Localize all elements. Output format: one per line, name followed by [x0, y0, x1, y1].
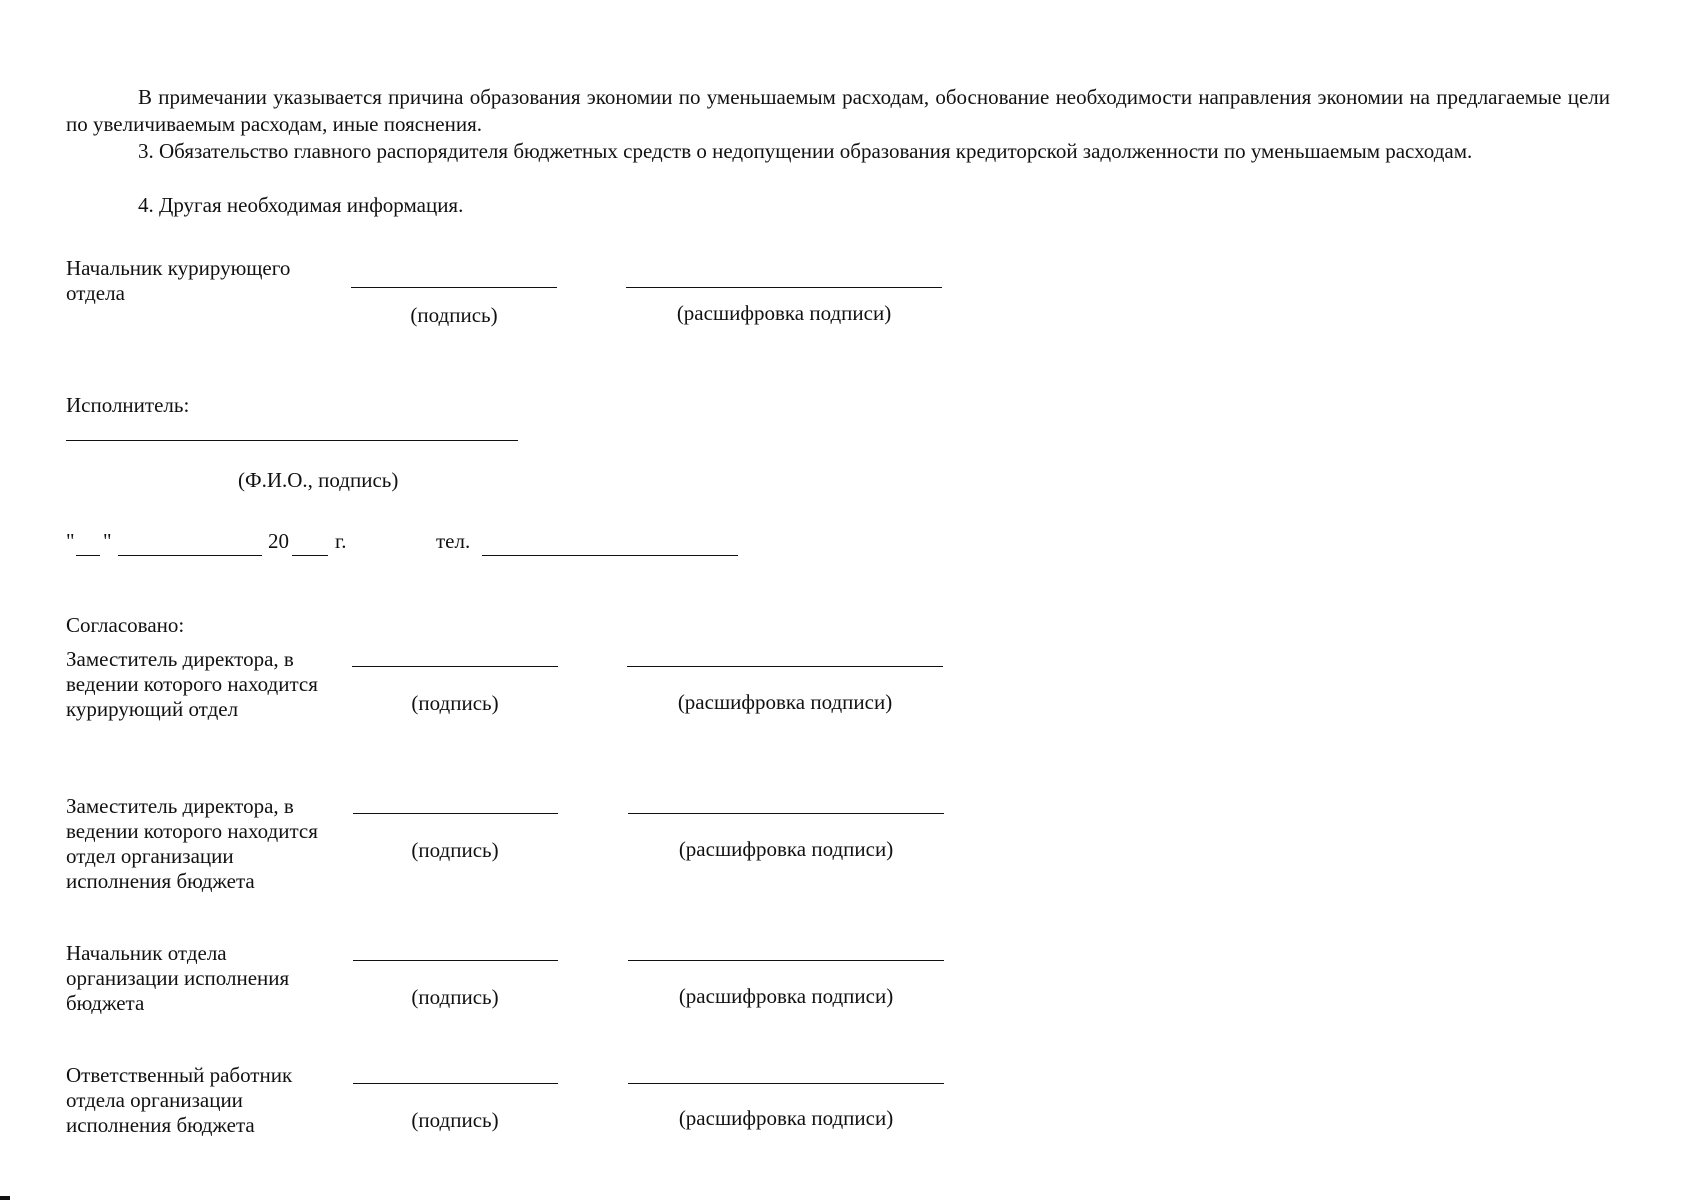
executor-label: Исполнитель: [66, 393, 190, 417]
note-paragraph-3: 3. Обязательство главного распорядителя бюджетных средств о недопущении образования кредиторской задолженности по уменьшаемым расходам. [138, 139, 1473, 163]
phone-line [482, 555, 738, 556]
signature-decode-caption: (расшифровка подписи) [676, 301, 892, 325]
signature-line [353, 960, 558, 961]
signature-line [352, 666, 558, 667]
signature-decode-line [628, 1083, 944, 1084]
signature-caption: (подпись) [411, 691, 499, 715]
note-paragraph-1: В примечании указывается причина образования экономии по уменьшаемым расходам, обоснование необходимости направления экономии на предлагаемые цели по увеличиваемым расходам, иные пояснения. [66, 85, 1610, 136]
signature-decode-line [628, 813, 944, 814]
signer-position-label: Начальник отдела организации исполнения бюджета [66, 941, 290, 1015]
executor-caption: (Ф.И.О., подпись) [238, 468, 399, 492]
signature-caption: (подпись) [411, 985, 499, 1009]
signer-position-label: Заместитель директора, в ведении которого находится отдел организации исполнения бюджета [66, 794, 318, 893]
signature-caption: (подпись) [411, 838, 499, 862]
signature-decode-caption: (расшифровка подписи) [677, 690, 893, 714]
phone-label: тел. [436, 529, 471, 553]
date-day-line [76, 555, 100, 556]
signer-position-label: Заместитель директора, в ведении которого находится курирующий отдел [66, 647, 318, 721]
executor-name-line [66, 440, 518, 441]
signature-caption: (подпись) [411, 1108, 499, 1132]
signature-decode-caption: (расшифровка подписи) [678, 984, 894, 1008]
signer-position-label: Ответственный работник отдела организации исполнения бюджета [66, 1063, 293, 1137]
date-quote-close: " [103, 529, 112, 553]
signature-line [353, 813, 558, 814]
head-position-label: Начальник курирующего отдела [66, 256, 291, 305]
signature-decode-caption: (расшифровка подписи) [678, 837, 894, 861]
scan-edge-mark [0, 1196, 10, 1200]
signature-line [351, 287, 557, 288]
signature-decode-caption: (расшифровка подписи) [678, 1106, 894, 1130]
signature-decode-line [626, 287, 942, 288]
signature-decode-line [628, 960, 944, 961]
approved-label: Согласовано: [66, 613, 185, 637]
year-line [292, 555, 328, 556]
date-quote-open: " [66, 529, 75, 553]
year-suffix: г. [335, 529, 347, 553]
date-month-line [118, 555, 262, 556]
signature-decode-line [627, 666, 943, 667]
note-paragraph-4: 4. Другая необходимая информация. [138, 193, 464, 217]
signature-line [353, 1083, 558, 1084]
year-prefix: 20 [268, 529, 289, 553]
signature-caption: (подпись) [410, 303, 498, 327]
